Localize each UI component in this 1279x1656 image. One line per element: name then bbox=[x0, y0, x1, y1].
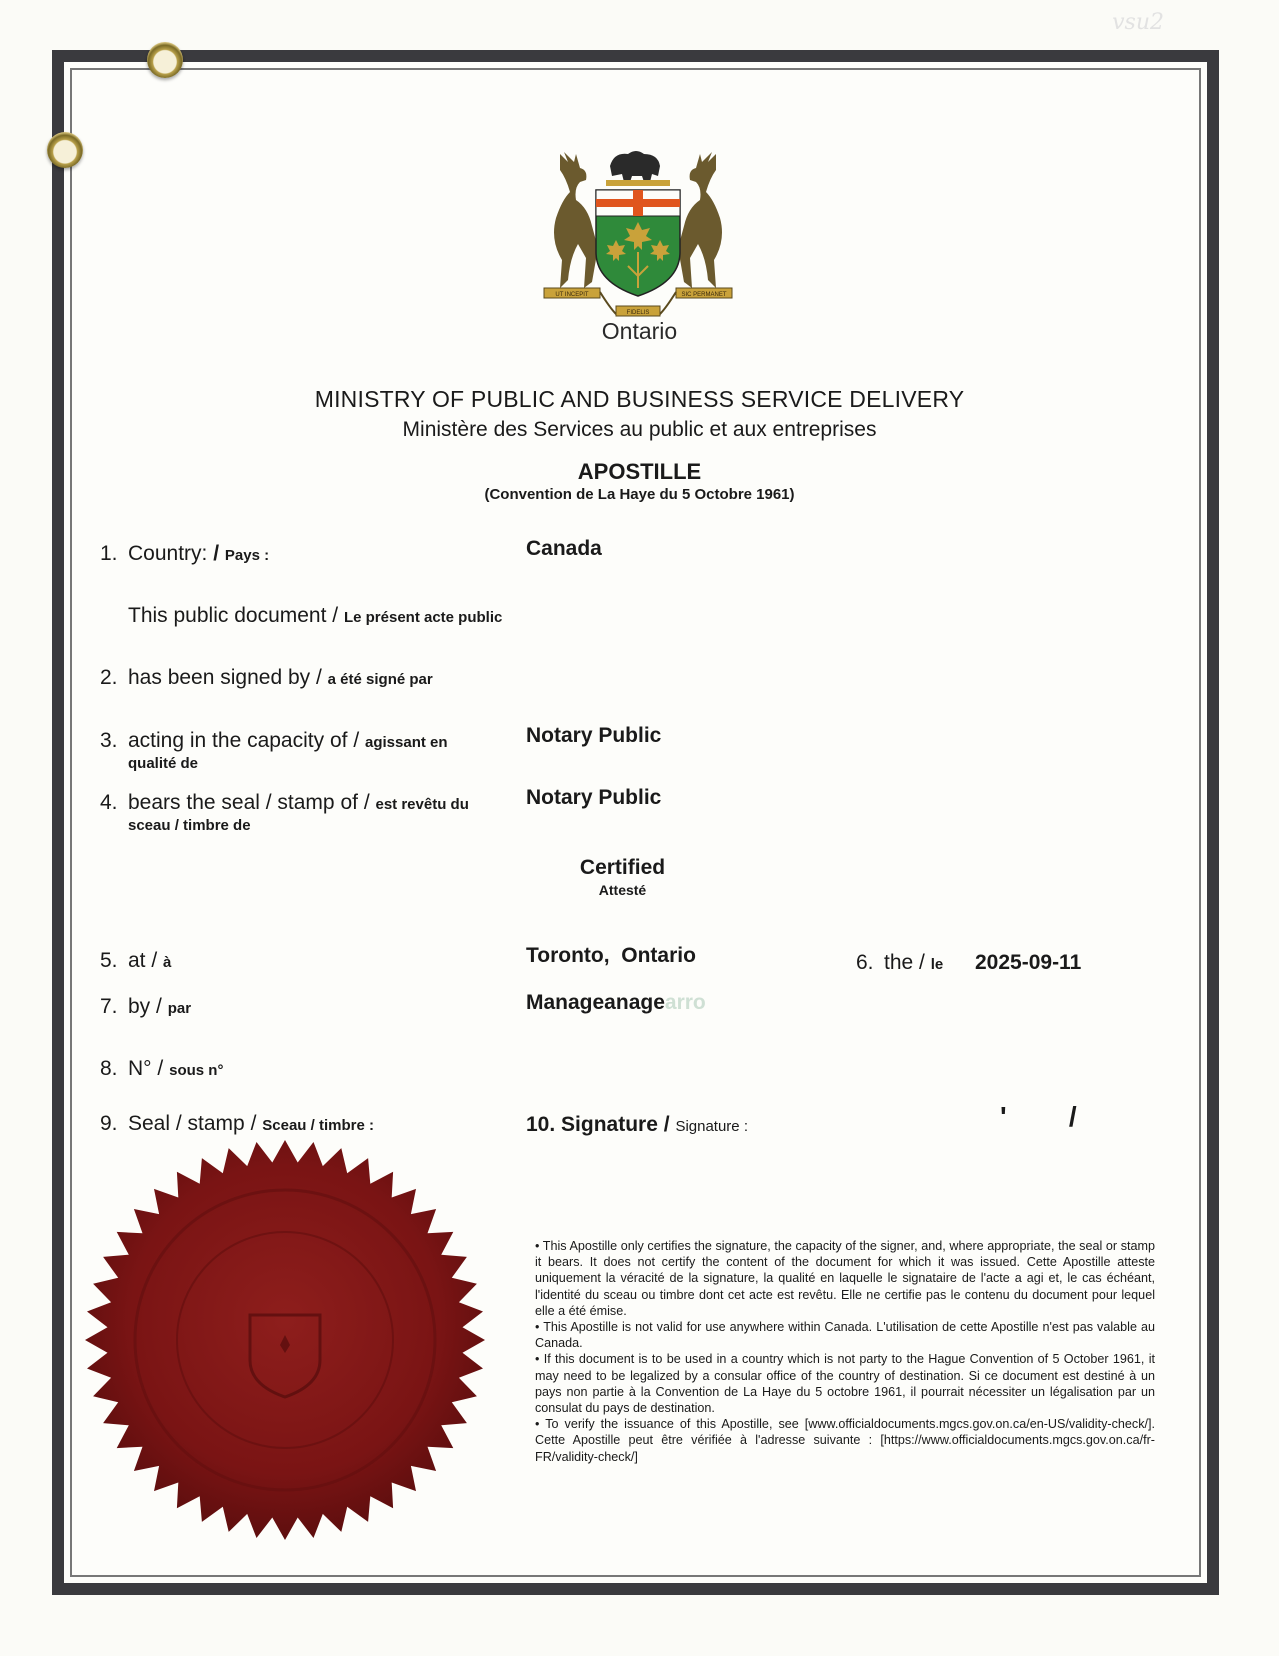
field-public-document: This public document / Le présent acte public bbox=[128, 604, 503, 627]
note-4: • To verify the issuance of this Apostille, see [www.officialdocuments.mgcs.gov.on.ca/en-US/validity-check/]. Cette Apostille peut être vérifiée à l'adresse suivante : [https://www.officialdocuments.mgcs.gov.on.ca/fr-FR/validity-check/] bbox=[535, 1417, 1155, 1464]
document-title: APOSTILLE bbox=[577, 459, 702, 484]
value-by-faded: arro bbox=[664, 991, 706, 1014]
ontario-coat-of-arms bbox=[540, 148, 736, 326]
field-country: 1. Country: / Pays : bbox=[100, 542, 270, 565]
value-country: Canada bbox=[526, 537, 602, 560]
grommet-left bbox=[47, 132, 83, 168]
value-capacity: Notary Public bbox=[526, 724, 662, 747]
value-by: Manageanagearro bbox=[526, 991, 706, 1014]
certified-en: Certified bbox=[579, 856, 666, 879]
document-subtitle: (Convention de La Haye du 5 Octobre 1961) bbox=[484, 486, 795, 503]
motto-right: SIC PERMANET bbox=[681, 292, 727, 298]
field-by: 7. by / par bbox=[100, 995, 192, 1018]
ministry-title-en: MINISTRY OF PUBLIC AND BUSINESS SERVICE DELIVERY bbox=[314, 386, 965, 412]
note-1: • This Apostille only certifies the signature, the capacity of the signer, and, where appropriate, the seal or stamp it bears. It does not certify the content of the document for which it was issued. Cette Apostille atteste uniquement la véracité de la signature, la qualité en laquelle le signataire de l'acte a agi et, le cas échéant, l'identité du sceau ou timbre dont cet acte est revêtu. Elle ne certifie pas le contenu du document pour lequel elle a été émise. bbox=[535, 1239, 1155, 1318]
ministry-title-fr: Ministère des Services au public et aux entreprises bbox=[402, 418, 877, 441]
motto-left: UT INCEPIT bbox=[555, 292, 589, 298]
field-seal-of: 4. bears the seal / stamp of / est revêtu du sceau / timbre de bbox=[100, 791, 469, 834]
field-date: 6. the / le bbox=[856, 951, 944, 974]
signature-marks: ' / bbox=[1000, 1101, 1077, 1132]
field-signature: 10. Signature / Signature : bbox=[526, 1113, 748, 1136]
field-at: 5. at / à bbox=[100, 949, 172, 972]
value-date: 2025-09-11 bbox=[975, 951, 1082, 974]
certified-fr: Attesté bbox=[598, 882, 647, 898]
certified-block bbox=[540, 856, 705, 898]
field-signed-by: 2. has been signed by / a été signé par bbox=[100, 666, 433, 689]
crest-label: Ontario bbox=[601, 318, 678, 344]
field-number: 8. N° / sous n° bbox=[100, 1057, 224, 1080]
note-3: • If this document is to be used in a country which is not party to the Hague Convention of 5 October 1961, it may need to be legalized by a consular office of the country of destination. Si ce document est destiné à un pays non partie à la Convention de La Haye du 5 octobre 1961, il pourrait nécessiter un légalisation par un consulat du pays de destination. bbox=[535, 1352, 1155, 1416]
value-seal-of: Notary Public bbox=[526, 786, 662, 809]
field-seal-stamp: 9. Seal / stamp / Sceau / timbre : bbox=[100, 1112, 374, 1135]
note-2: • This Apostille is not valid for use anywhere within Canada. L'utilisation de cette Apostille n'est pas valable au Canada. bbox=[535, 1320, 1155, 1351]
motto-center: FIDELIS bbox=[626, 310, 650, 316]
value-at: Toronto, Ontario bbox=[526, 944, 696, 967]
apostille-notes bbox=[535, 1238, 1155, 1465]
corner-handwritten-note: vsu2 bbox=[1112, 10, 1164, 35]
red-wax-seal bbox=[80, 1135, 490, 1545]
grommet-top bbox=[147, 42, 183, 78]
field-capacity: 3. acting in the capacity of / agissant en qualité de bbox=[100, 729, 448, 772]
